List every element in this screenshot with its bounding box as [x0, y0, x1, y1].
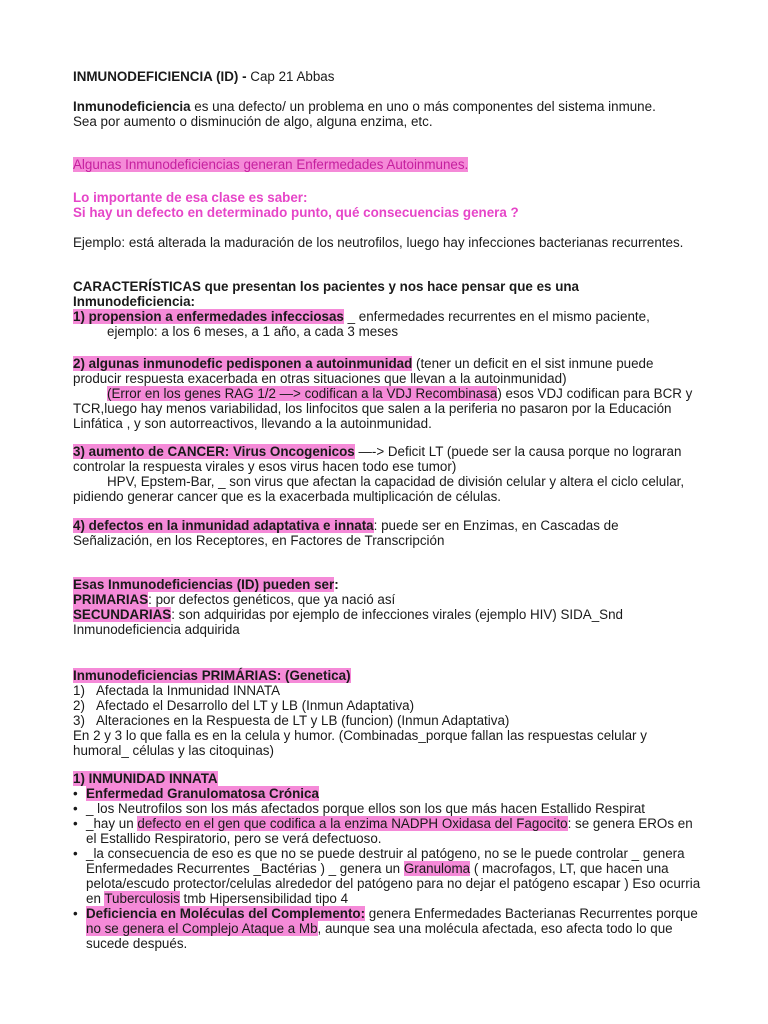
- caracteristica-item-4: 4) defectos en la inmunidad adaptativa e innata: puede ser en Enzimas, en Cascadas de Señalización, en los Receptores, en Factores de Transcripción: [73, 518, 619, 548]
- innata-bullet-3: • _hay un defecto en el gen que codifica a la enzima NADPH Oxidasa del Fagocito: se genera EROs en el Estallido Respiratorio, pero se verá defectuoso.: [73, 816, 701, 846]
- document-title: INMUNODEFICIENCIA (ID) - Cap 21 Abbas: [73, 69, 335, 84]
- autoimmune-note: Algunas Inmunodeficiencias generan Enfermedades Autoinmunes.: [73, 157, 469, 172]
- caracteristica-item-3: 3) aumento de CANCER: Virus Oncogenicos —-> Deficit LT (puede ser la causa porque no lograran controlar la respuesta virales y esos virus hacen todo ese tumor) HPV, Epstem-Bar, _ son virus que afectan la capacidad de división celular y altera el ciclo celular, pidiendo generar cancer que es la exacerbada multiplicación de células.: [73, 444, 685, 504]
- caracteristica-item-2: 2) algunas inmunodefic pedisponen a autoinmunidad (tener un deficit en el sist inmune puede producir respuesta exacerbada en otras situaciones que llevan a la autoinmunidad) (Error en los genes RAG 1/2 —> codifican a la VDJ Recombinasa) esos VDJ codifican para BCR y TCR,luego hay menos variabilidad, los linfocitos que salen a la periferia no pasaron por la Educación Linfática , y son autorreactivos, llevando a la autoinmunidad.: [73, 356, 693, 431]
- example-paragraph: Ejemplo: está alterada la maduración de los neutrofilos, luego hay infecciones bacterianas recurrentes.: [73, 235, 684, 250]
- caracteristicas-heading: CARACTERÍSTICAS que presentan los pacientes y nos hace pensar que es una Inmunodeficiencia:: [73, 279, 580, 309]
- primaria-item-1: 1) Afectada la Inmunidad INNATA: [73, 683, 281, 698]
- innata-bullet-5: • Deficiencia en Moléculas del Complemento: genera Enfermedades Bacterianas Recurrentes porque no se genera el Complejo Ataque a Mb, aunque sea una molécula afectada, eso afecta todo lo que sucede después.: [73, 906, 701, 951]
- primaria-item-3: 3) Alteraciones en la Respuesta de LT y LB (funcion) (Inmun Adaptativa): [73, 713, 510, 728]
- tipos-section: Esas Inmunodeficiencias (ID) pueden ser: PRIMARIAS: por defectos genéticos, que ya nació así SECUNDARIAS: son adquiridas por ejemplo de infecciones virales (ejemplo HIV) SIDA_Snd Inmunodeficiencia adquirida: [73, 577, 624, 637]
- innata-bullet-4: • _la consecuencia de eso es que no se puede destruir al patógeno, no se le puede controlar _ genera Enfermedades Recurrentes _Bactérias ) _ genera un Granuloma ( macrofagos, LT, que hacen una pelota/escudo protector/celulas alrededor del patógeno para no dejar el patógeno escapar ) Eso ocurria en Tuberculosis tmb Hipersensibilidad tipo 4: [73, 846, 701, 906]
- primaria-item-2: 2) Afectado el Desarrollo del LT y LB (Inmun Adaptativa): [73, 698, 415, 713]
- innata-section: 1) INMUNIDAD INNATA • Enfermedad Granulomatosa Crónica • _ los Neutrofilos son los más afectados porque ellos son los que más hacen Estallido Respirat • _hay un defecto en el gen que codifica a la enzima NADPH Oxidasa del Fagocito: se genera EROs en el Estallido Respiratorio, pero se verá defectuoso. • _la consecuencia de eso es que no se puede destruir al patógeno, no se le puede controlar _ genera Enfermedades Recurrentes _Bactérias ) _ genera un Granuloma ( macrofagos, LT, que hacen una pelota/escudo protector/celulas alrededor del patógeno para no dejar el patógeno escapar ) Eso ocurria en Tuberculosis tmb Hipersensibilidad tipo 4 • Deficiencia en Moléculas del Complemento: genera Enfermedades Bacterianas Recurrentes porque no se genera el Complejo Ataque a Mb, aunque sea una molécula afectada, eso afecta todo lo que sucede después.: [73, 771, 701, 951]
- important-note: Lo importante de esa clase es saber: Si hay un defecto en determinado punto, qué consecuencias genera ?: [73, 190, 519, 220]
- innata-bullet-2: • _ los Neutrofilos son los más afectados porque ellos son los que más hacen Estallido Respirat: [73, 801, 701, 816]
- caracteristica-item-1: 1) propension a enfermedades infecciosas _ enfermedades recurrentes en el mismo paciente, ejemplo: a los 6 meses, a 1 año, a cada 3 meses: [73, 309, 650, 339]
- intro-paragraph: Inmunodeficiencia es una defecto/ un problema en uno o más componentes del sistema inmune. Sea por aumento o disminución de algo, alguna enzima, etc.: [73, 99, 656, 129]
- innata-bullet-1: • Enfermedad Granulomatosa Crónica: [73, 786, 701, 801]
- primarias-section: Inmunodeficiencias PRIMÁRIAS: (Genetica) 1) Afectada la Inmunidad INNATA 2) Afectado el Desarrollo del LT y LB (Inmun Adaptativa) 3) Alteraciones en la Respuesta de LT y LB (funcion) (Inmun Adaptativa) En 2 y 3 lo que falla es en la celula y humor. (Combinadas_porque fallan las respuestas celular y humoral_ células y las citoquinas): [73, 668, 701, 758]
